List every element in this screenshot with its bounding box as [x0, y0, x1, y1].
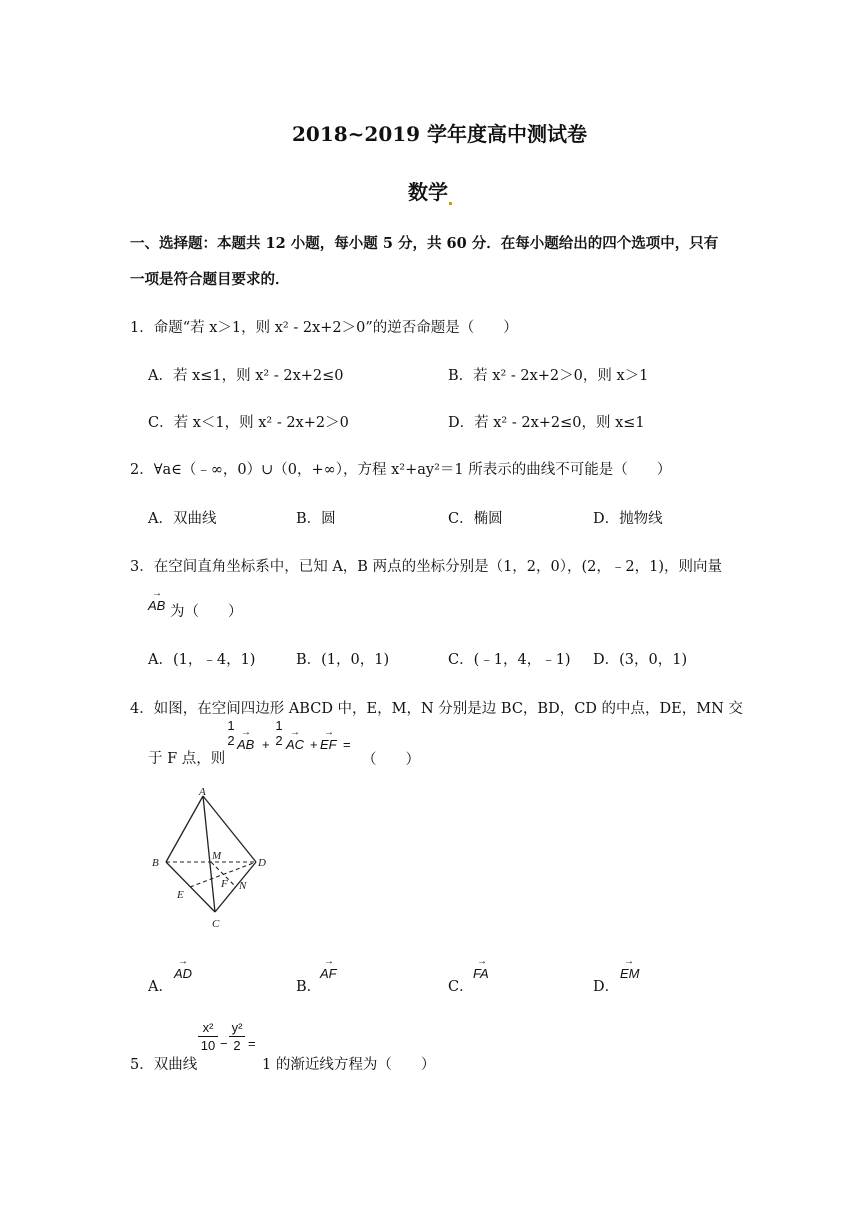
arrow-icon: →	[624, 956, 634, 967]
vector-label: FA	[473, 966, 489, 981]
fraction-denominator: 10	[200, 1038, 216, 1053]
question-1-option-d: D．若 x² ‑ 2x+2≤0，则 x≤1	[448, 415, 645, 431]
arrow-icon: →	[152, 588, 162, 599]
fraction-y2-over-2	[229, 1020, 245, 1053]
vertex-label-d: D	[258, 857, 266, 869]
question-1-stem: 1．命题“若 x＞1，则 x² ‑ 2x+2＞0”的逆否命题是（ ）	[130, 320, 518, 336]
equals-sign: =	[248, 1036, 256, 1051]
vector-label: EM	[620, 966, 640, 981]
fraction-numerator: x²	[202, 1020, 214, 1035]
subject-title	[408, 176, 452, 205]
vector-ab-label: AB	[148, 598, 166, 613]
fraction-bar	[198, 1036, 218, 1037]
question-4-option-c: C．	[448, 979, 474, 995]
vector-label: EF	[320, 737, 337, 752]
fraction-denominator: 2	[227, 733, 235, 748]
option-b-vector	[320, 956, 337, 981]
vertex-label-c: C	[212, 918, 220, 930]
fraction-bar	[229, 1036, 245, 1037]
question-2-option-d: D．抛物线	[593, 511, 663, 527]
question-1-option-c: C．若 x＜1，则 x² ‑ 2x+2＞0	[148, 415, 349, 431]
question-3-option-c: C．(﹣1，4，﹣1)	[448, 652, 571, 668]
question-2-option-c: C．椭圆	[448, 511, 503, 527]
arrow-icon: →	[324, 956, 334, 967]
vector-label: AF	[320, 966, 337, 981]
fraction-half-2	[274, 718, 284, 748]
question-1-option-a: A．若 x≤1，则 x² ‑ 2x+2≤0	[148, 368, 344, 384]
mark-dot	[449, 202, 452, 205]
arrow-icon: →	[324, 727, 334, 738]
question-3-tail: 为（ ）	[170, 604, 243, 620]
option-c-vector	[473, 956, 489, 981]
question-4-option-d: D．	[593, 979, 620, 995]
section-heading-line1: 一、选择题：本题共 12 小题，每小题 5 分，共 60 分．在每小题给出的四个选项中，只有	[130, 235, 719, 252]
vertex-label-b: B	[152, 857, 159, 869]
question-2-option-a: A．双曲线	[148, 511, 217, 527]
question-5-lead: 5．双曲线	[130, 1057, 198, 1073]
answer-paren: （ ）	[362, 752, 420, 768]
question-3-option-b: B．(1，0，1)	[296, 652, 390, 668]
arrow-icon: →	[477, 956, 487, 967]
question-2-stem: 2．∀a∈（﹣∞，0）∪（0，+∞），方程 x²+ay²＝1 所表示的曲线不可能是（ ）	[130, 462, 672, 478]
question-3-stem: 3．在空间直角坐标系中，已知 A，B 两点的坐标分别是（1，2，0），(2，﹣2，1)，则向量	[130, 559, 722, 575]
point-label-m: M	[212, 850, 222, 862]
option-d-vector	[620, 956, 640, 981]
vector-label: AD	[174, 966, 193, 981]
fraction-x2-over-10	[198, 1020, 218, 1053]
question-4-option-a: A．	[148, 979, 173, 995]
vector-ab-2	[237, 727, 255, 752]
question-4-lead: 于 F 点，则	[148, 751, 226, 767]
subject-text: 数学	[408, 180, 448, 204]
question-3-option-a: A．(1，﹣4，1)	[148, 652, 256, 668]
vector-label: AC	[286, 737, 305, 752]
vertex-label-a: A	[199, 786, 206, 798]
fraction-numerator: 1	[275, 718, 283, 733]
tetrahedron-figure	[148, 786, 288, 936]
minus-sign: −	[220, 1036, 228, 1051]
option-a-vector	[174, 956, 193, 981]
edge-ab	[166, 796, 203, 862]
arrow-icon: →	[290, 727, 300, 738]
question-5-tail: 1 的渐近线方程为（ ）	[262, 1057, 436, 1073]
equals-sign: =	[343, 737, 351, 752]
arrow-icon: →	[241, 727, 251, 738]
fraction-half-1	[226, 718, 236, 748]
plus-sign: +	[310, 737, 318, 752]
fraction-numerator: 1	[227, 718, 235, 733]
vector-ef	[320, 727, 337, 752]
point-label-f: F	[221, 878, 228, 890]
question-4-option-b: B．	[296, 979, 322, 995]
edge-ad	[203, 796, 256, 862]
question-3-option-d: D．(3，0，1)	[593, 652, 688, 668]
section-heading-line2: 一项是符合题目要求的．	[130, 271, 290, 288]
plus-sign: +	[262, 737, 270, 752]
point-label-n: N	[239, 880, 247, 892]
fraction-denominator: 2	[233, 1038, 241, 1053]
arrow-icon: →	[178, 956, 188, 967]
page-title: 2018~2019 学年度高中测试卷	[292, 122, 588, 146]
question-1-option-b: B．若 x² ‑ 2x+2＞0，则 x＞1	[448, 368, 649, 384]
vector-ac	[286, 727, 305, 752]
vector-ab	[148, 588, 166, 613]
fraction-denominator: 2	[275, 733, 283, 748]
question-4-stem: 4．如图，在空间四边形 ABCD 中，E，M，N 分别是边 BC，BD，CD 的中点，DE，MN 交	[130, 701, 743, 717]
fraction-numerator: y²	[231, 1020, 243, 1035]
vector-label: AB	[237, 737, 255, 752]
question-2-option-b: B．圆	[296, 511, 336, 527]
point-label-e: E	[177, 889, 184, 901]
